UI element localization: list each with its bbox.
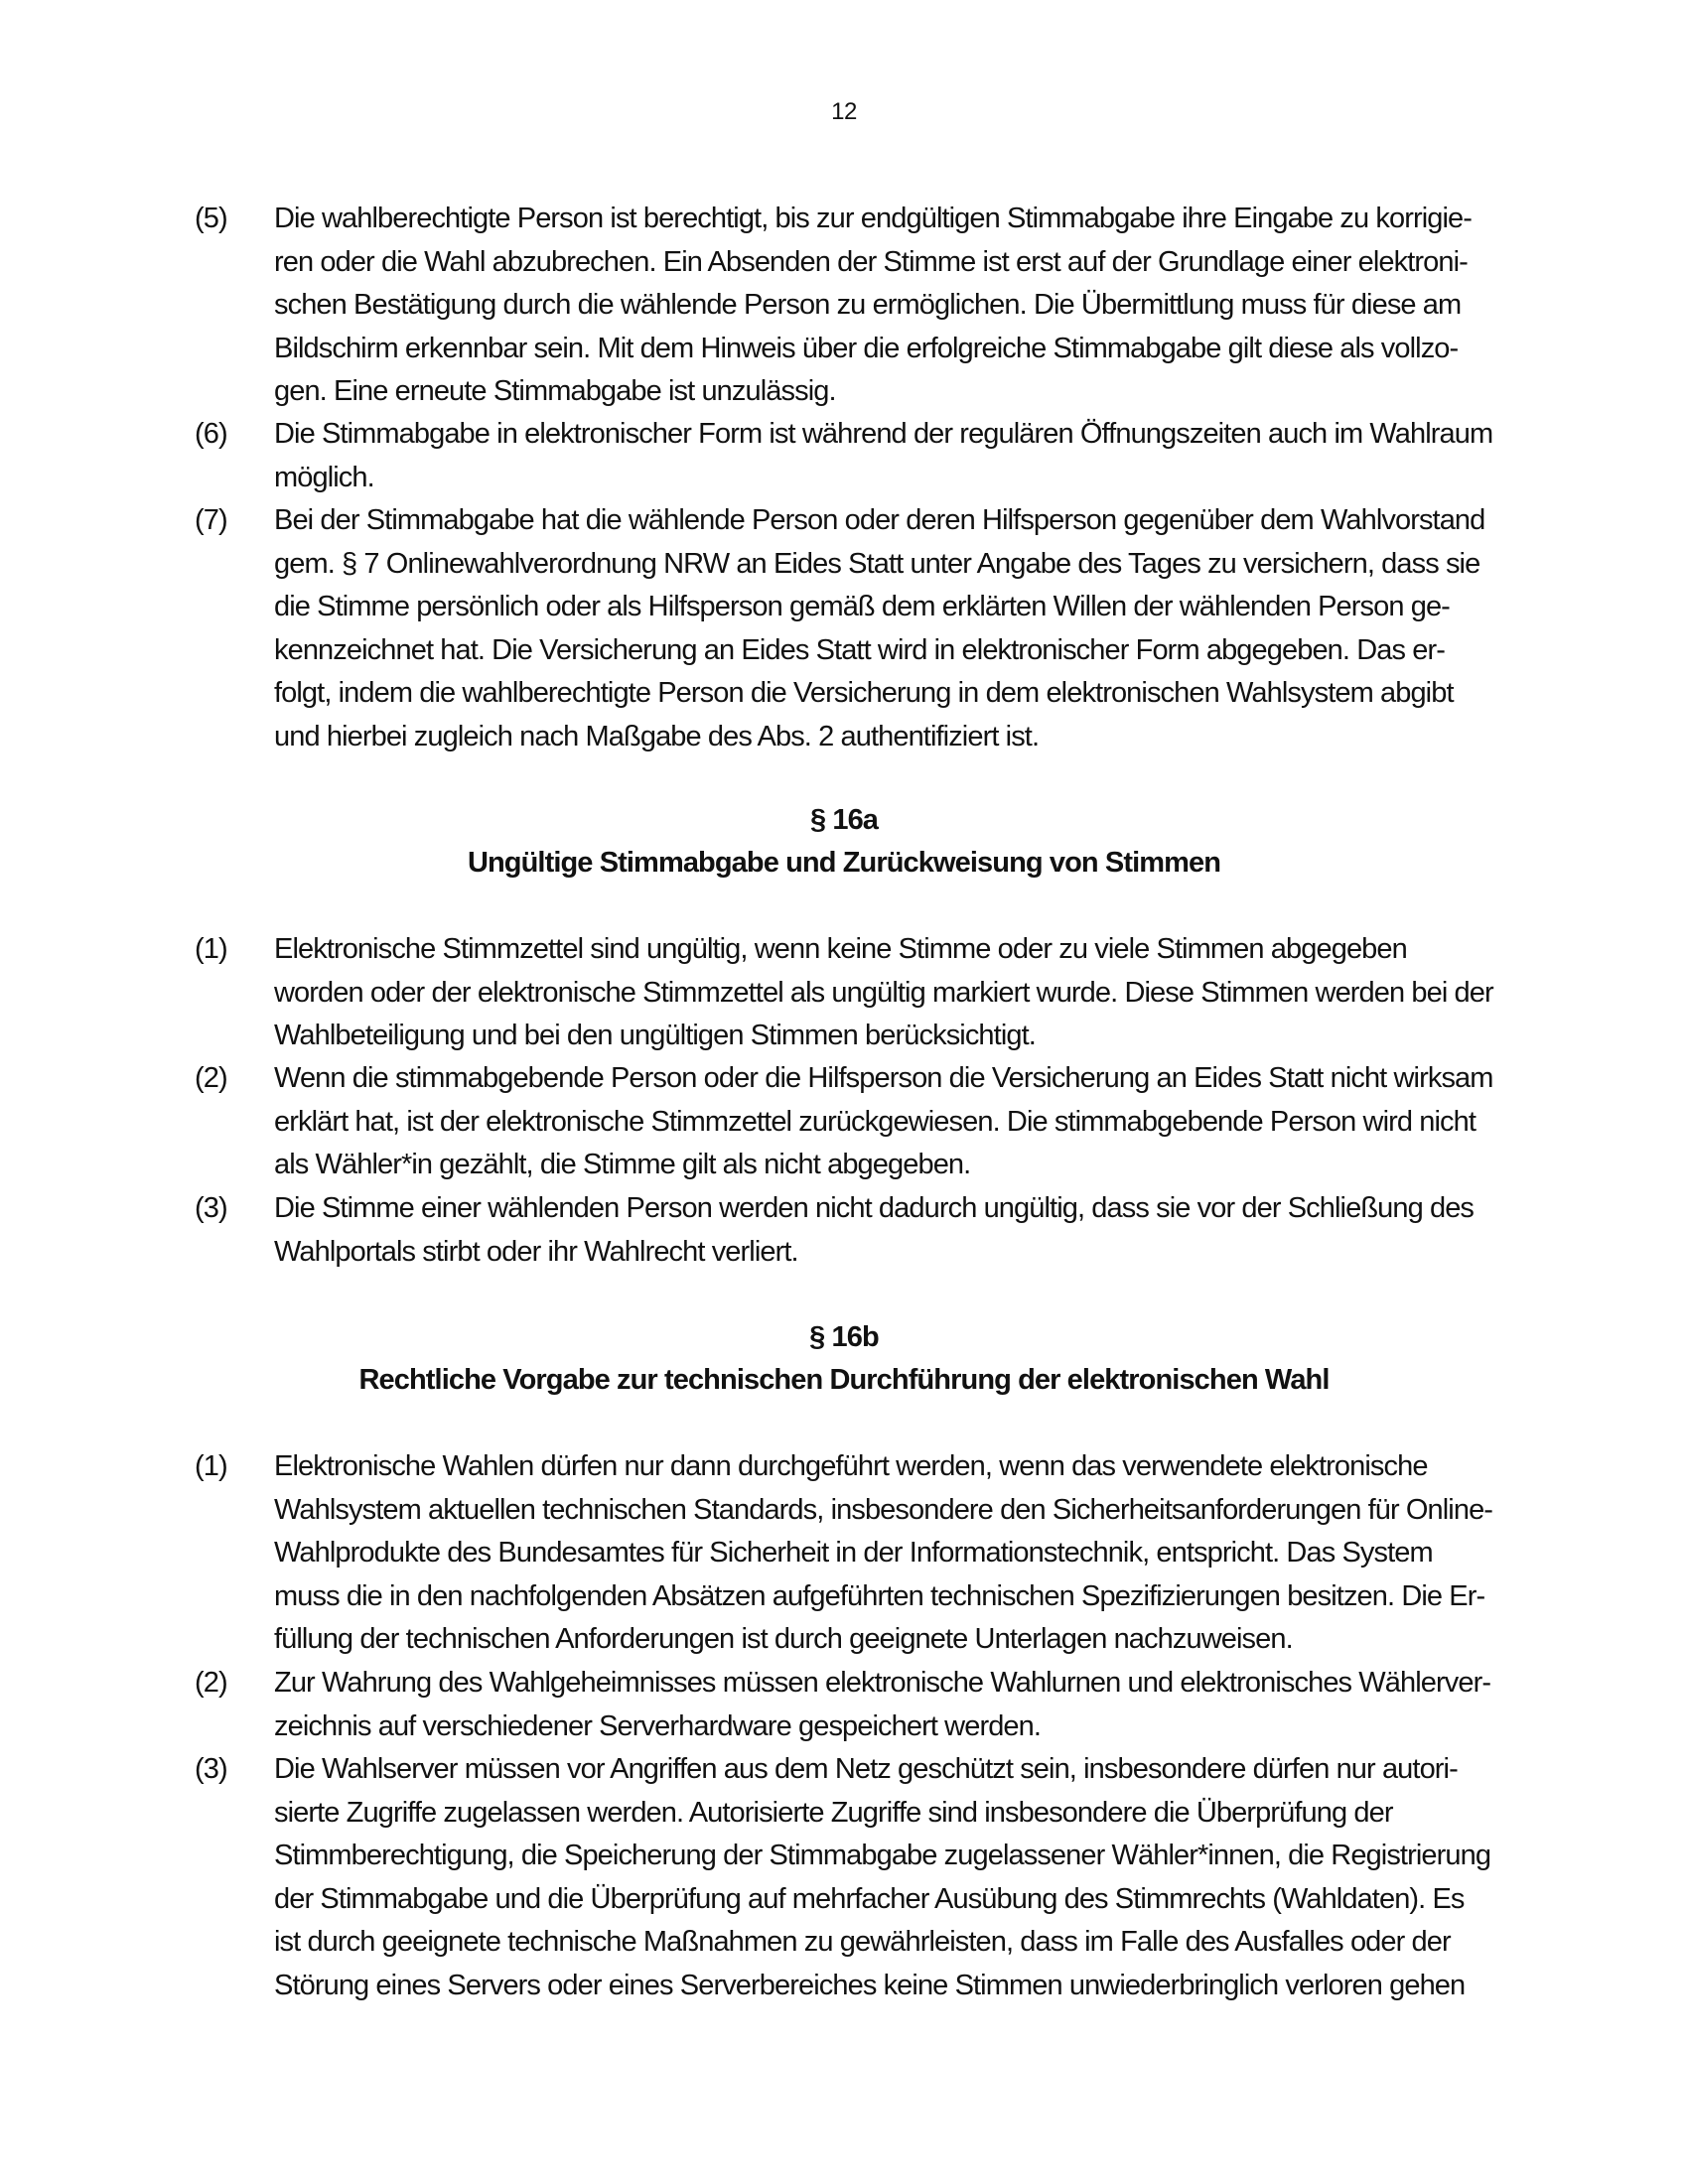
section-16b-paragraph-1 bbox=[195, 1445, 1497, 1662]
paragraph-text: Wenn die stimmabgebende Person oder die Hilfsperson die Versicherung an Eides Statt nicht wirksam erklärt hat, ist der elektronische Stimmzettel zurückgewiesen. Die stimmabgebende Person wird nicht als Wähler*in gezählt, die Stimme gilt als nicht abgegeben. bbox=[274, 1062, 1493, 1180]
paragraph-text: Die Stimmabgabe in elektronischer Form ist während der regulären Öffnungszeiten auch im Wahlraum möglich. bbox=[274, 418, 1493, 493]
paragraph-text: Bei der Stimmabgabe hat die wählende Person oder deren Hilfsperson gegenüber dem Wahlvorstand gem. § 7 Onlinewahlverordnung NRW an Eides Statt unter Angabe des Tages zu versichern, dass sie die Stimme persönlich oder als Hilfsperson gemäß dem erklärten Willen der wählenden Person ge- kennzeichnet hat. Die Versicherung an Eides Statt wird in elektronischer Form abgegeben. Das er- folgt, indem die wahlberechtigte Person die Versicherung in dem elektronischen Wahlsystem abgibt und hierbei zugleich nach Maßgabe des Abs. 2 authentifiziert ist. bbox=[274, 504, 1485, 752]
section-16a-number: § 16a bbox=[809, 804, 879, 836]
paragraph-5 bbox=[195, 198, 1497, 414]
paragraph-7 bbox=[195, 499, 1497, 758]
paragraph-number: (3) bbox=[195, 1753, 227, 1785]
section-16b-title: Rechtliche Vorgabe zur technischen Durchführung der elektronischen Wahl bbox=[358, 1364, 1330, 1396]
page-number: 12 bbox=[831, 98, 857, 125]
section-16b-paragraph-3 bbox=[195, 1748, 1497, 2007]
section-16a-paragraph-3 bbox=[195, 1187, 1497, 1274]
paragraph-number: (7) bbox=[195, 504, 227, 536]
paragraph-number: (2) bbox=[195, 1667, 227, 1699]
paragraph-text: Zur Wahrung des Wahlgeheimnisses müssen elektronische Wahlurnen und elektronisches Wählerver- zeichnis auf verschiedener Serverhardware gespeichert werden. bbox=[274, 1667, 1491, 1742]
paragraph-text: Elektronische Wahlen dürfen nur dann durchgeführt werden, wenn das verwendete elektronische Wahlsystem aktuellen technischen Standards, insbesondere den Sicherheitsanforderungen für Online- Wahlprodukte des Bundesamtes für Sicherheit in der Informationstechnik, entspricht. Das System muss die in den nachfolgenden Absätzen aufgeführten technischen Spezifizierungen besitzen. Die Er- füllung der technischen Anforderungen ist durch geeignete Unterlagen nachzuweisen. bbox=[274, 1450, 1493, 1655]
paragraph-number: (5) bbox=[195, 203, 227, 234]
paragraph-number: (2) bbox=[195, 1062, 227, 1094]
paragraph-text: Die wahlberechtigte Person ist berechtigt, bis zur endgültigen Stimmabgabe ihre Eingabe zu korrigie- ren oder die Wahl abzubrechen. Ein Absenden der Stimme ist erst auf der Grundlage einer elektroni- schen Bestätigung durch die wählende Person zu ermöglichen. Die Übermittlung muss für diese am Bildschirm erkennbar sein. Mit dem Hinweis über die erfolgreiche Stimmabgabe gilt diese als vollzo- gen. Eine erneute Stimmabgabe ist unzulässig. bbox=[274, 203, 1473, 407]
paragraph-number: (6) bbox=[195, 418, 227, 450]
paragraph-number: (3) bbox=[195, 1192, 227, 1224]
paragraph-number: (1) bbox=[195, 933, 227, 965]
paragraph-text: Die Wahlserver müssen vor Angriffen aus dem Netz geschützt sein, insbesondere dürfen nur autori- sierte Zugriffe zugelassen werden. Autorisierte Zugriffe sind insbesondere die Überprüfung der Stimmberechtigung, die Speicherung der Stimmabgabe zugelassener Wähler*innen, die Registrierung der Stimmabgabe und die Überprüfung auf mehrfacher Ausübung des Stimmrechts (Wahldaten). Es ist durch geeignete technische Maßnahmen zu gewährleisten, dass im Falle des Ausfalles oder der Störung eines Servers oder eines Serverbereiches keine Stimmen unwiederbringlich verloren gehen bbox=[274, 1753, 1491, 2001]
section-16a-paragraph-2 bbox=[195, 1057, 1497, 1187]
paragraph-text: Die Stimme einer wählenden Person werden nicht dadurch ungültig, dass sie vor der Schließung des Wahlportals stirbt oder ihr Wahlrecht verliert. bbox=[274, 1192, 1475, 1268]
paragraph-number: (1) bbox=[195, 1450, 227, 1482]
paragraph-text: Elektronische Stimmzettel sind ungültig, wenn keine Stimme oder zu viele Stimmen abgegeben worden oder der elektronische Stimmzettel als ungültig markiert wurde. Diese Stimmen werden bei der Wahlbeteiligung und bei den ungültigen Stimmen berücksichtigt. bbox=[274, 933, 1493, 1051]
paragraph-6 bbox=[195, 413, 1497, 499]
section-16b-number: § 16b bbox=[809, 1321, 879, 1353]
section-16a-paragraph-1 bbox=[195, 928, 1497, 1058]
section-16a-title: Ungültige Stimmabgabe und Zurückweisung von Stimmen bbox=[467, 847, 1221, 879]
section-16b-paragraph-2 bbox=[195, 1662, 1497, 1748]
